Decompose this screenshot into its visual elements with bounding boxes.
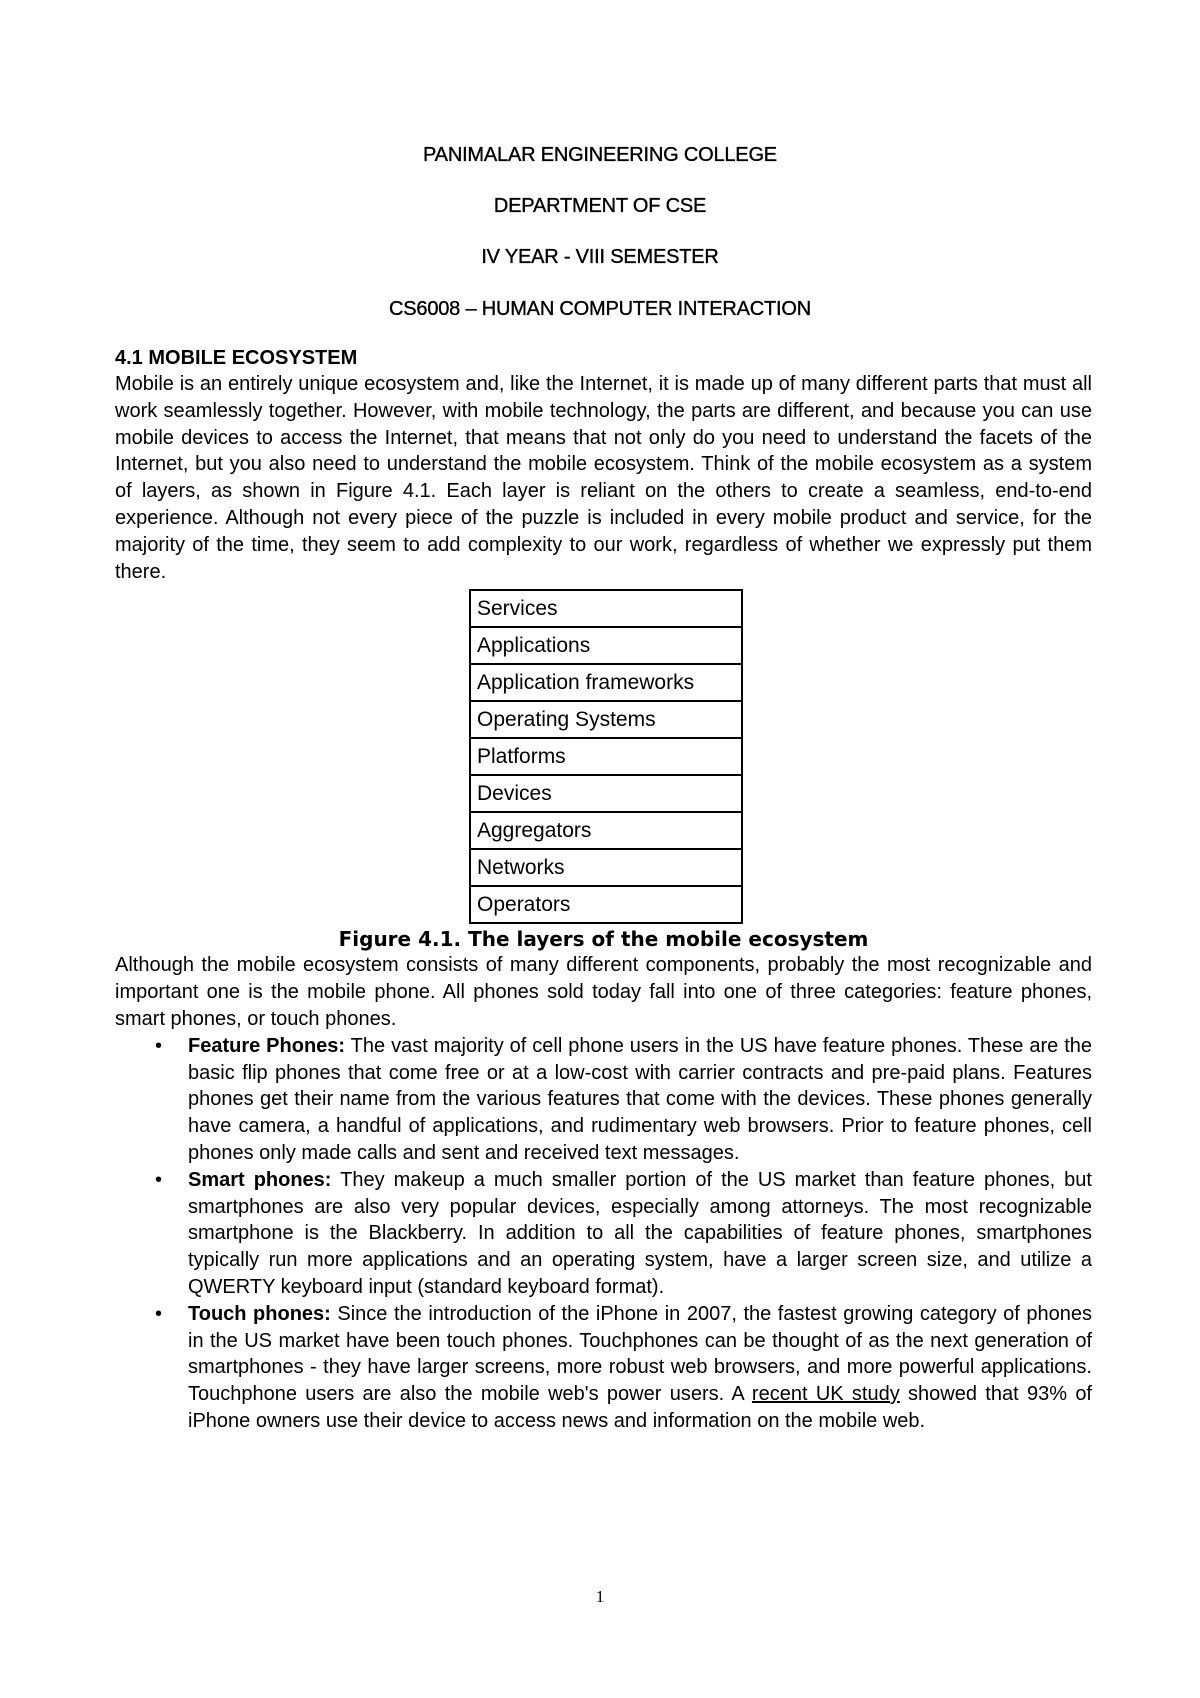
intro-paragraph: Mobile is an entirely unique ecosystem and, like the Internet, it is made up of many different parts that must all work seamlessly together. However, with mobile technology, the parts are different, and because you can use mobile devices to access the Internet, that means that not only do you need to understand the facets of the Internet, but you also need to understand the mobile ecosystem. Think of the mobile ecosystem as a system of layers, as shown in Figure 4.1. Each layer is reliant on the others to create a seamless, end-to-end experience. Although not every piece of the puzzle is included in every mobile product and service, for the majority of the time, they seem to add complexity to our work, regardless of whether we expressly put them there. (115, 373, 1092, 583)
phone-categories-list (115, 1033, 1092, 1435)
ecosystem-layers-figure (469, 589, 743, 924)
bullet-term: Touch phones: (188, 1302, 331, 1325)
bullet-icon: • (155, 1168, 163, 1191)
page-number: 1 (595, 1587, 605, 1606)
bullet-term: Smart phones: (188, 1168, 332, 1191)
figure-caption: Figure 4.1. The layers of the mobile ecosystem (338, 927, 869, 952)
year-semester: IV YEAR - VIII SEMESTER (481, 246, 719, 268)
layer-operators: Operators (470, 886, 742, 923)
main-content (115, 345, 1092, 1435)
list-item-feature-phones (115, 1033, 1092, 1167)
layer-services: Services (470, 590, 742, 627)
bullet-text: They makeup a much smaller portion of the US market than feature phones, but smartphones are also very popular devices, especially among attorneys. The most recognizable smartphone is the Blackberry. In addition to all the capabilities of feature phones, smartphones typically run more applications and an operating system, have a larger screen size, and utilize a QWERTY keyboard input (standard keyboard format). (188, 1168, 1092, 1298)
layer-applications: Applications (470, 627, 742, 664)
list-item-touch-phones (115, 1301, 1092, 1435)
college-name: PANIMALAR ENGINEERING COLLEGE (423, 144, 777, 166)
layer-platforms: Platforms (470, 738, 742, 775)
bullet-text: Since the introduction of the iPhone in 2007, the fastest growing category of phones in the US market have been touch phones. Touchphones can be thought of as the next generation of smartphones - they have larger screens, more robust web browsers, and more powerful applications. Touchphone users are also the mobile web's power users. A (188, 1302, 1092, 1406)
bullet-text: The vast majority of cell phone users in the US have feature phones. These are the basic flip phones that come free or at a low-cost with carrier contracts and pre-paid plans. Features phones get their name from the various features that come with the devices. These phones generally have camera, a handful of applications, and rudimentary web browsers. Prior to feature phones, cell phones only made calls and sent and received text messages. (188, 1034, 1092, 1164)
bullet-icon: • (155, 1302, 163, 1325)
bullet-term: Feature Phones: (188, 1034, 346, 1057)
layer-devices: Devices (470, 775, 742, 812)
bullet-text-continued: showed that 93% of iPhone owners use their device to access news and information on the mobile web. (188, 1383, 1092, 1432)
section-title: 4.1 MOBILE ECOSYSTEM (115, 347, 358, 369)
list-item-smart-phones (115, 1167, 1092, 1301)
department-name: DEPARTMENT OF CSE (493, 195, 707, 217)
uk-study-link[interactable]: recent UK study (751, 1383, 900, 1406)
layer-networks: Networks (470, 849, 742, 886)
layer-application-frameworks: Application frameworks (470, 664, 742, 701)
course-title: CS6008 – HUMAN COMPUTER INTERACTION (389, 298, 811, 320)
bullet-icon: • (155, 1034, 163, 1057)
layer-operating-systems: Operating Systems (470, 701, 742, 738)
phones-paragraph: Although the mobile ecosystem consists of many different components, probably the most recognizable and important one is the mobile phone. All phones sold today fall into one of three categories: feature phones, smart phones, or touch phones. (115, 954, 1092, 1030)
layer-aggregators: Aggregators (470, 812, 742, 849)
